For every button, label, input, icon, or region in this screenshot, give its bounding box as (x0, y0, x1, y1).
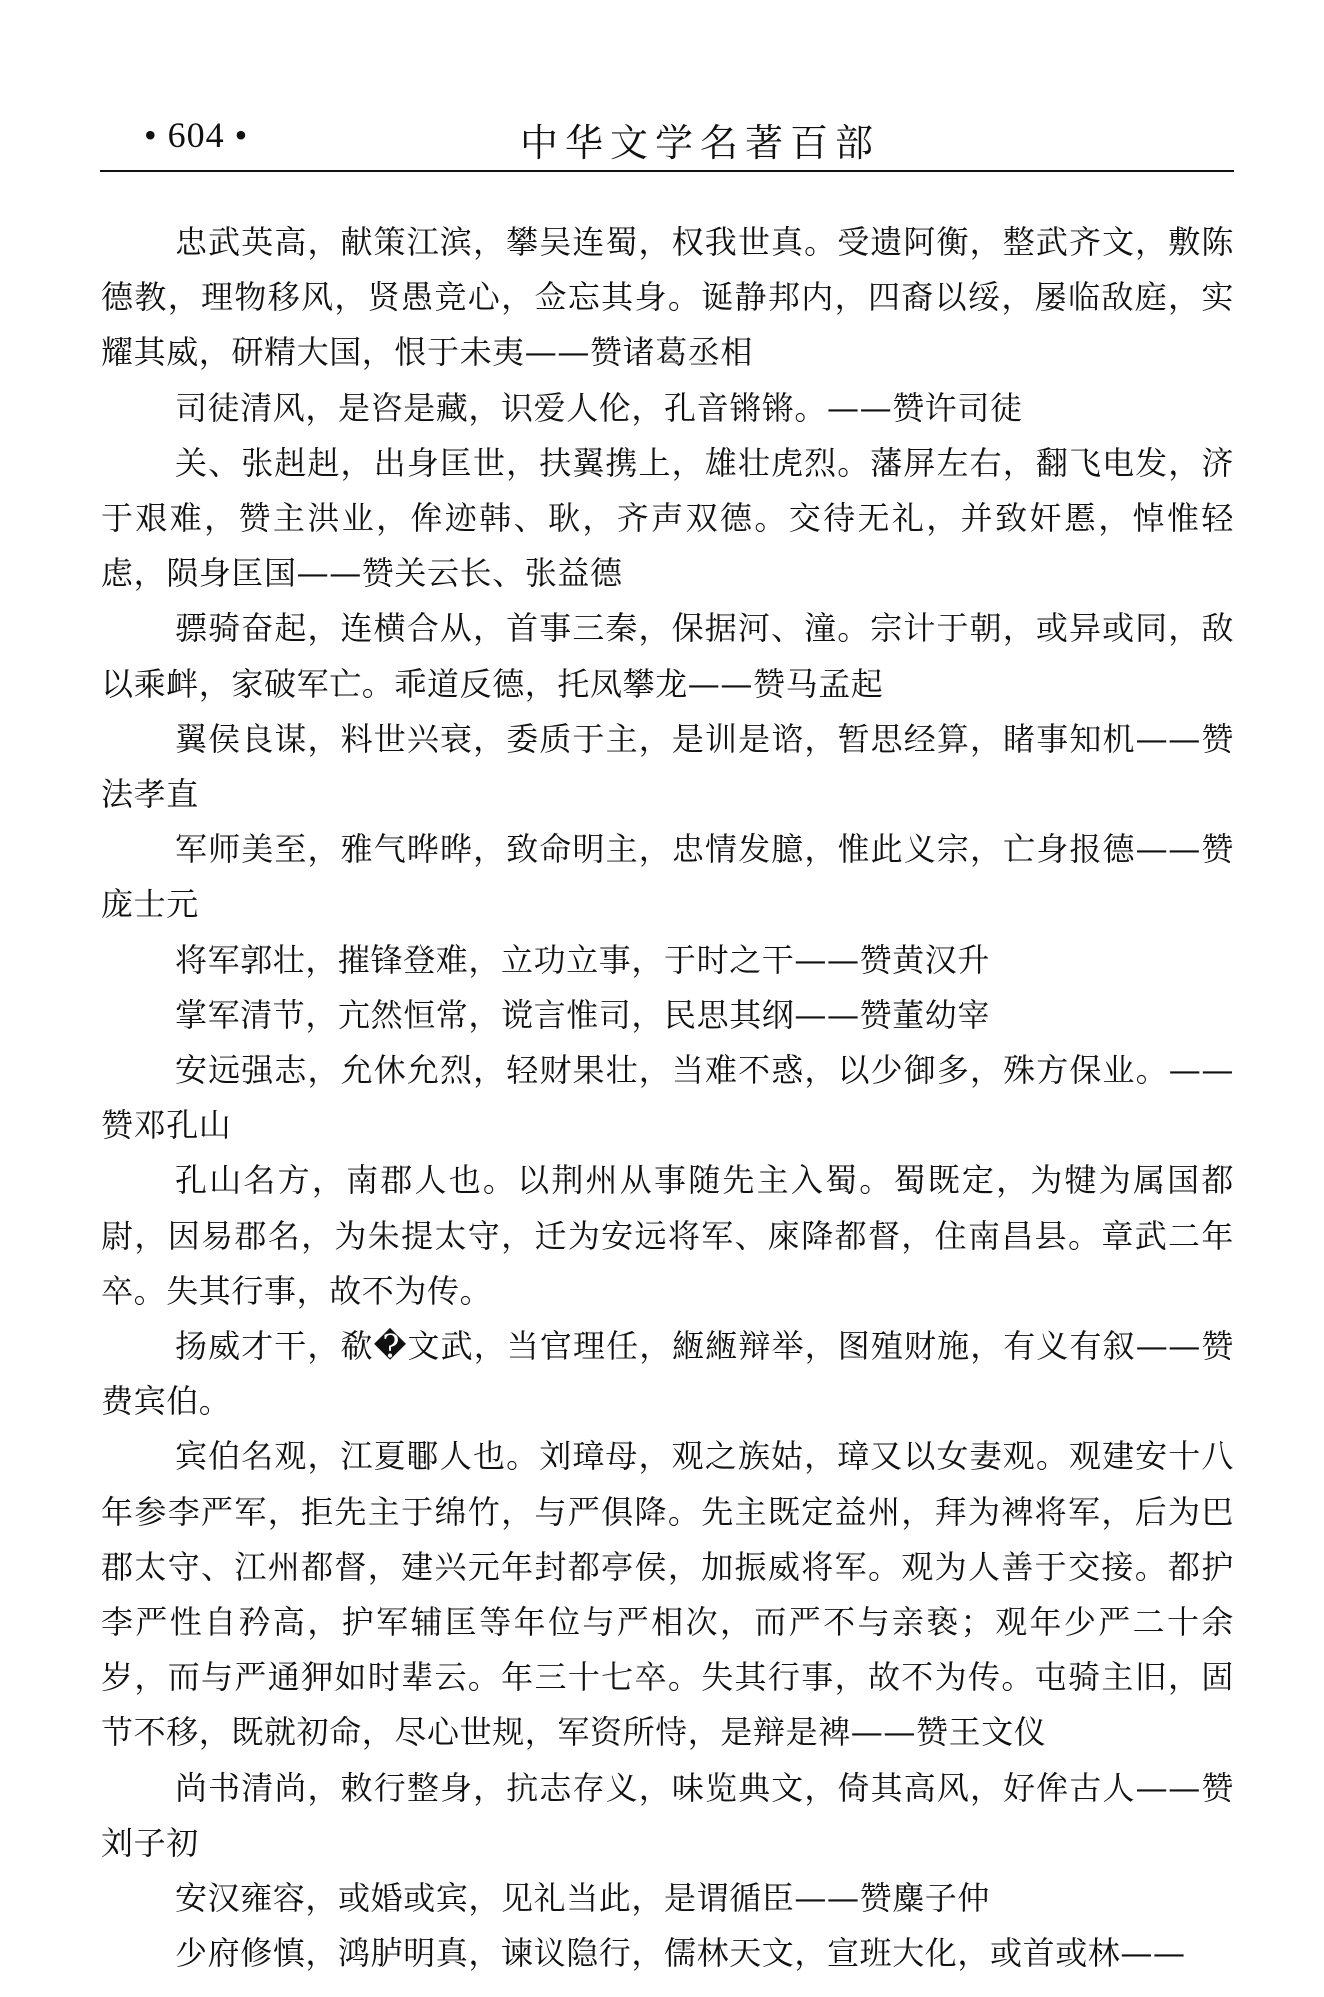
paragraph: 关、张赳赳，出身匡世，扶翼携上，雄壮虎烈。藩屏左右，翻飞电发，济于艰难，赞主洪业，侔迹韩、耿，齐声双德。交待无礼，并致奸慝，悼惟轻虑，陨身匡国——赞关云长、张益德 (101, 443, 1234, 593)
paragraph: 扬威才干，欷�文武，当官理任，緪緪辩举，图殖财施，有义有叙——赞费宾伯。 (101, 1327, 1234, 1421)
book-title: 中华文学名著百部 (520, 121, 881, 165)
paragraph: 将军郭壮，摧锋登难，立功立事，于时之干——赞黄汉升 (175, 940, 991, 979)
paragraph: 骠骑奋起，连横合从，首事三秦，保据河、潼。宗计于朝，或异或同，敌以乘衅，家破军亡。乖道反德，托凤攀龙——赞马孟起 (101, 609, 1234, 703)
paragraph: 司徒清风，是咨是藏，识爱人伦，孔音锵锵。——赞许司徒 (175, 388, 1023, 427)
paragraph: 军师美至，雅气晔晔，致命明主，忠情发臆，惟此义宗，亡身报德——赞庞士元 (101, 830, 1234, 924)
paragraph: 宾伯名观，江夏鄳人也。刘璋母，观之族姑，璋又以女妻观。观建安十八年参李严军，拒先主于绵竹，与严俱降。先主既定益州，拜为裨将军，后为巴郡太守、江州都督，建兴元年封都亭侯，加振威将军。观为人善于交接。都护李严性自矜高，护军辅匡等年位与严相次，而严不与亲亵；观年少严二十余岁，而与严通狎如时辈云。年三十七卒。失其行事，故不为传。屯骑主旧，固节不移，既就初命，尽心世规，军资所恃，是辩是裨——赞王文仪 (101, 1437, 1234, 1752)
page-header (100, 108, 1234, 178)
paragraph: 少府修慎，鸿胪明真，谏议隐行，儒林天文，宣班大化，或首或林—— (175, 1934, 1186, 1973)
header-rule (100, 170, 1234, 172)
paragraph: 掌军清节，亢然恒常，谠言惟司，民思其纲——赞董幼宰 (175, 995, 991, 1034)
paragraph: 尚书清尚，敕行整身，抗志存义，味览典文，倚其高风，好侔古人——赞刘子初 (101, 1768, 1234, 1862)
paragraph: 忠武英高，献策江滨，攀吴连蜀，权我世真。受遗阿衡，整武齐文，敷陈德教，理物移风，贤愚竞心，佥忘其身。诞静邦内，四裔以绥，屡临敌庭，实耀其威，研精大国，恨于未夷——赞诸葛丞相 (101, 223, 1234, 372)
paragraph: 安汉雍容，或婚或宾，见礼当此，是谓循臣——赞麋子仲 (175, 1879, 991, 1918)
body-text (101, 215, 1234, 1982)
page-number: • 604 • (144, 115, 249, 155)
paragraph: 孔山名方，南郡人也。以荆州从事随先主入蜀。蜀既定，为犍为属国都尉，因易郡名，为朱提太守，迁为安远将军、庲降都督，住南昌县。章武二年卒。失其行事，故不为传。 (101, 1161, 1234, 1310)
paragraph: 安远强志，允休允烈，轻财果壮，当难不惑，以少御多，殊方保业。——赞邓孔山 (101, 1051, 1234, 1145)
paragraph: 翼侯良谋，料世兴衰，委质于主，是训是谘，暂思经算，睹事知机——赞法孝直 (101, 719, 1234, 814)
